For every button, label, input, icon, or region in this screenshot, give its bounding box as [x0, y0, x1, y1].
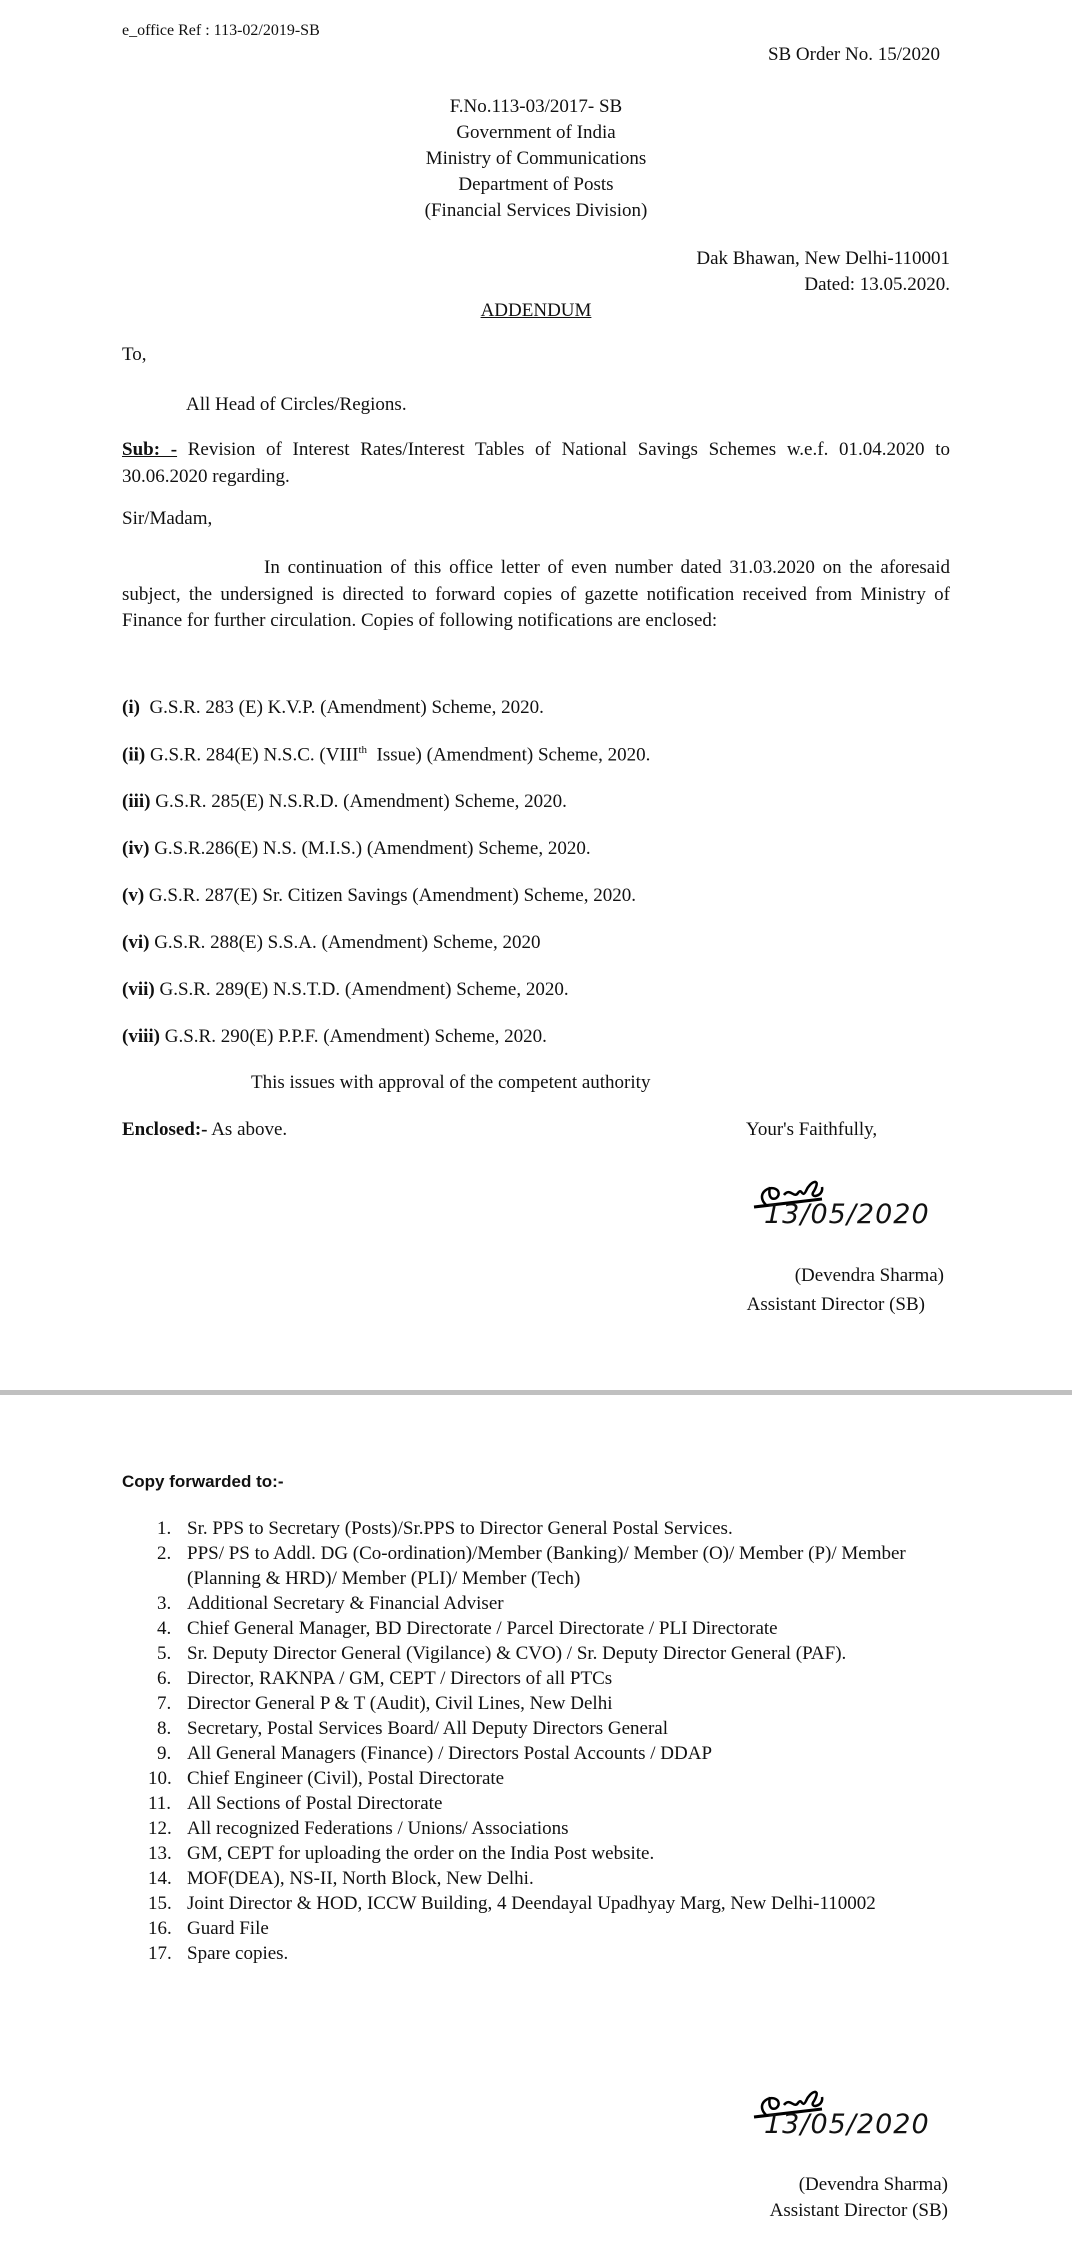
copy-item: 17. Spare copies. [148, 1943, 289, 1964]
ministry-name: Ministry of Communications [425, 148, 647, 169]
notification-item: (vii) G.S.R. 289(E) N.S.T.D. (Amendment) Scheme, 2020. [122, 979, 569, 1000]
government-name: Government of India [456, 122, 616, 143]
salutation: Sir/Madam, [122, 508, 213, 529]
notification-item: (v) G.S.R. 287(E) Sr. Citizen Savings (Amendment) Scheme, 2020. [122, 885, 636, 906]
signatory-name: (Devendra Sharma) [794, 1265, 944, 1286]
division-name: (Financial Services Division) [424, 200, 648, 221]
file-number: F.No.113-03/2017- SB [449, 96, 623, 117]
copy-item: 16. Guard File [148, 1918, 269, 1939]
recipient: All Head of Circles/Regions. [186, 394, 407, 415]
notification-item: (ii) G.S.R. 284(E) N.S.C. (VIIIth Issue) (Amendment) Scheme, 2020. [122, 744, 651, 766]
copy-list [148, 1516, 960, 1966]
subject-label: Sub: - [122, 439, 178, 460]
to-label: To, [122, 344, 147, 365]
notification-item: (vi) G.S.R. 288(E) S.S.A. (Amendment) Scheme, 2020 [122, 932, 541, 953]
copy-item: 9. All General Managers (Finance) / Directors Postal Accounts / DDAP [157, 1743, 713, 1764]
copy-item: 4. Chief General Manager, BD Directorate / Parcel Directorate / PLI Directorate [157, 1618, 778, 1639]
notification-item: (i) G.S.R. 283 (E) K.V.P. (Amendment) Scheme, 2020. [122, 697, 544, 718]
copy-item: 3. Additional Secretary & Financial Adviser [157, 1593, 504, 1614]
copy-signatory-name: (Devendra Sharma) [798, 2174, 948, 2195]
notification-item: (iv) G.S.R.286(E) N.S. (M.I.S.) (Amendment) Scheme, 2020. [122, 838, 591, 859]
department-name: Department of Posts [458, 174, 614, 195]
page-separator [0, 1390, 1072, 1395]
enclosure: Enclosed:- As above. [122, 1119, 288, 1140]
copy-item: 15. Joint Director & HOD, ICCW Building, 4 Deendayal Upadhyay Marg, New Delhi-110002 [148, 1893, 876, 1914]
copy-item: 10. Chief Engineer (Civil), Postal Directorate [148, 1768, 505, 1789]
subject [122, 437, 950, 490]
notification-item: (iii) G.S.R. 285(E) N.S.R.D. (Amendment) Scheme, 2020. [122, 791, 567, 812]
body-paragraph: In continuation of this office letter of even number dated 31.03.2020 on the aforesaid subject, the undersigned is directed to forward copies of gazette notification received from Ministry of Finance for further circulation. Copies of following notifications are enclosed: [122, 557, 950, 631]
notification-item: (viii) G.S.R. 290(E) P.P.F. (Amendment) Scheme, 2020. [122, 1026, 547, 1047]
copy-item: 11. All Sections of Postal Directorate [148, 1793, 443, 1814]
date: Dated: 13.05.2020. [804, 274, 950, 295]
approval-note: This issues with approval of the competent authority [251, 1072, 651, 1093]
address: Dak Bhawan, New Delhi-110001 [696, 248, 950, 269]
copy-item: 14. MOF(DEA), NS-II, North Block, New Delhi. [148, 1868, 534, 1889]
subject-text: Revision of Interest Rates/Interest Tables of National Savings Schemes w.e.f. 01.04.2020 to 30.06.2020 regarding. [122, 439, 950, 487]
copy-item: 5. Sr. Deputy Director General (Vigilance) & CVO) / Sr. Deputy Director General (PAF). [157, 1643, 847, 1664]
closing: Your's Faithfully, [746, 1119, 878, 1140]
copy-item: 13. GM, CEPT for uploading the order on the India Post website. [148, 1843, 655, 1864]
copy-heading: Copy forwarded to:- [122, 1472, 284, 1491]
copy-item: 8. Secretary, Postal Services Board/ All Deputy Directors General [157, 1718, 669, 1739]
document-title: ADDENDUM [480, 300, 592, 321]
order-number: SB Order No. 15/2020 [767, 44, 940, 65]
copy-item: 2. PPS/ PS to Addl. DG (Co-ordination)/Member (Banking)/ Member (O)/ Member (P)/ Member (Planning & HRD)/ Member (PLI)/ Member (Tech) [157, 1543, 906, 1589]
signatory-title: Assistant Director (SB) [746, 1294, 925, 1315]
copy-item: 1. Sr. PPS to Secretary (Posts)/Sr.PPS to Director General Postal Services. [157, 1518, 733, 1539]
eoffice-reference: e_office Ref : 113-02/2019-SB [122, 22, 320, 39]
copy-item: 6. Director, RAKNPA / GM, CEPT / Directors of all PTCs [157, 1668, 613, 1689]
copy-item: 7. Director General P & T (Audit), Civil Lines, New Delhi [157, 1693, 613, 1714]
copy-signatory-title: Assistant Director (SB) [769, 2200, 948, 2221]
copy-item: 12. All recognized Federations / Unions/ Associations [148, 1818, 569, 1839]
signature: 13/05/2020 [744, 1165, 944, 1235]
signature-copy: 13/05/2020 [744, 2075, 944, 2145]
